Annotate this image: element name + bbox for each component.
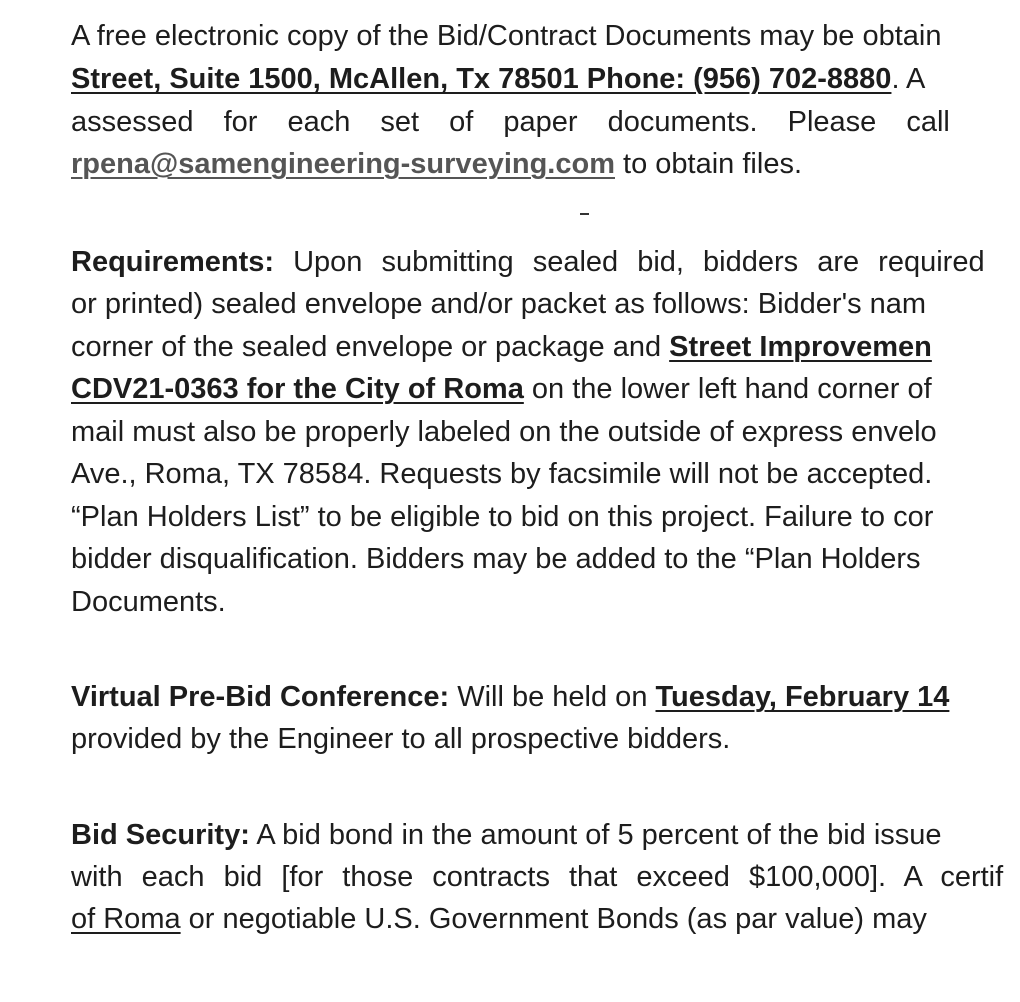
prebid-line-1 (71, 680, 949, 714)
requirements-text-8: bidder disqualification. Bidders may be added to the “Plan Holders (71, 543, 921, 575)
security-line-3 (71, 902, 927, 936)
security-text-1: A bid bond in the amount of 5 percent of the bid issue (249, 819, 942, 851)
security-heading: Bid Security: (71, 819, 250, 851)
requirements-text-4: on the lower left hand corner of (523, 373, 932, 405)
project-name-part-2: CDV21-0363 for the City of Roma (71, 373, 524, 405)
access-line-2 (71, 62, 925, 96)
requirements-line-6 (71, 457, 932, 491)
prebid-text-1: Will be held on (449, 681, 656, 713)
requirements-line-2 (71, 287, 926, 321)
security-text-3: or negotiable U.S. Government Bonds (as par value) may (180, 903, 927, 935)
requirements-line-4 (71, 372, 932, 406)
access-text-3: assessed for each set of paper documents. Please call (71, 106, 950, 138)
security-city: of Roma (71, 903, 181, 935)
separator-dash (580, 213, 589, 215)
project-name-part-1: Street Improvemen (669, 331, 932, 363)
requirements-text-6: Ave., Roma, TX 78584. Requests by facsimile will not be accepted. (71, 458, 933, 490)
security-line-2 (71, 860, 1003, 894)
requirements-line-9 (71, 585, 226, 619)
email-link[interactable]: rpena@samengineering-surveying.com (71, 148, 615, 180)
requirements-text-2: or printed) sealed envelope and/or packet as follows: Bidder's nam (71, 288, 927, 320)
engineer-address: Street, Suite 1500, McAllen, Tx 78501 Phone: (956) 702-8880 (71, 63, 892, 95)
security-text-2: with each bid [for those contracts that exceed $100,000]. A certif (71, 861, 1004, 893)
access-line-4 (71, 147, 802, 181)
access-text-4: to obtain files. (615, 148, 802, 180)
requirements-text-1: Upon submitting sealed bid, bidders are required (274, 246, 985, 278)
prebid-heading: Virtual Pre-Bid Conference: (71, 681, 450, 713)
access-line-3 (71, 105, 950, 139)
requirements-text-7: “Plan Holders List” to be eligible to bid on this project. Failure to cor (71, 501, 934, 533)
security-line-1 (71, 818, 942, 852)
requirements-heading: Requirements: (71, 246, 275, 278)
requirements-line-8 (71, 542, 921, 576)
requirements-text-5: mail must also be properly labeled on the outside of express envelo (71, 416, 937, 448)
access-text-2: . A (891, 63, 926, 95)
requirements-text-3: corner of the sealed envelope or package and (71, 331, 670, 363)
requirements-text-9: Documents. (71, 586, 226, 618)
requirements-line-3 (71, 330, 932, 364)
prebid-line-2 (71, 722, 730, 756)
prebid-date: Tuesday, February 14 (655, 681, 950, 713)
requirements-line-5 (71, 415, 937, 449)
requirements-line-7 (71, 500, 933, 534)
access-line-1 (71, 19, 941, 53)
prebid-text-2: provided by the Engineer to all prospective bidders. (71, 723, 731, 755)
requirements-line-1 (71, 245, 985, 279)
access-text-1: A free electronic copy of the Bid/Contract Documents may be obtain (71, 20, 942, 52)
